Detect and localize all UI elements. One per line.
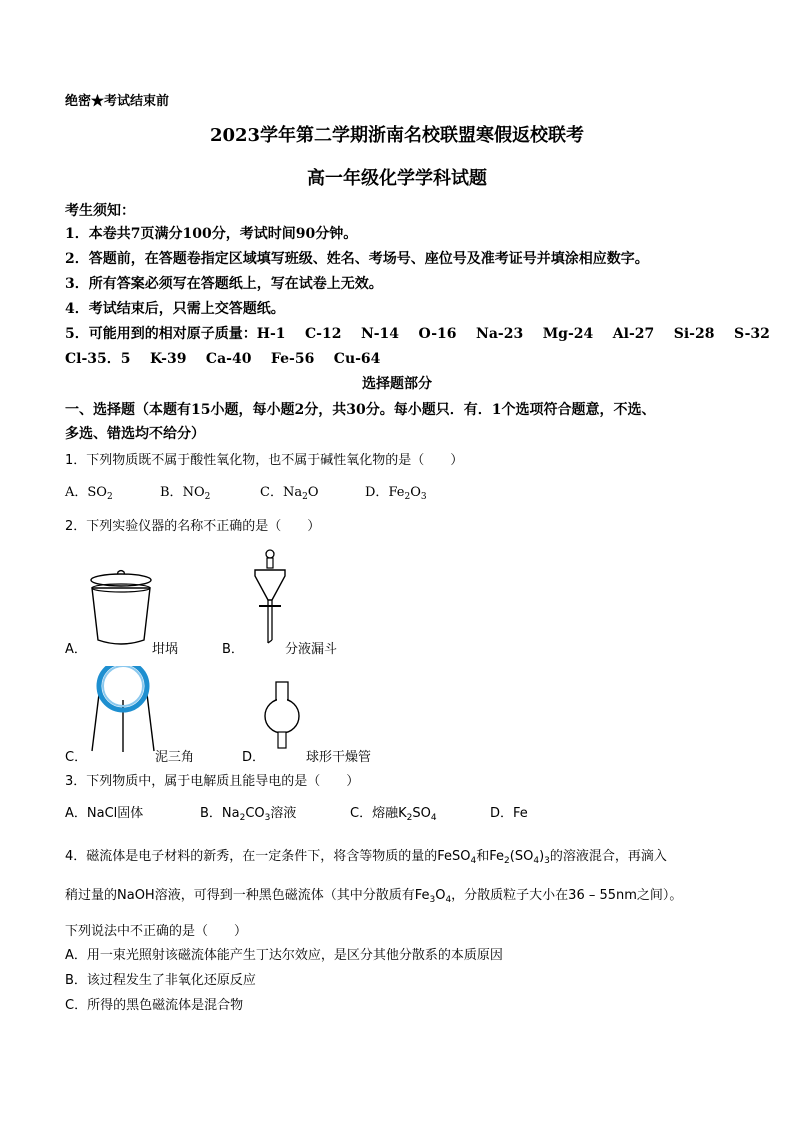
q1-stem: 1．下列物质既不属于酸性氧化物，也不属于碱性氧化物的是（ ）	[65, 453, 464, 468]
q4-stem: 4．磁流体是电子材料的新秀，在一定条件下，将含等物质的量的FeSO$_4$和$Fe_2(SO_4)_3$的溶液混合，再滴入	[65, 849, 667, 866]
notice-heading: 考生须知：	[65, 203, 135, 219]
q1-option-d: D．$Fe_2O_3$	[365, 485, 427, 502]
section-label: 选择题部分	[362, 376, 432, 392]
clay-triangle-figure	[88, 666, 158, 756]
q4-option-a: A．用一束光照射该磁流体能产生丁达尔效应，是区分其他分散系的本质原因	[65, 948, 503, 963]
q2-stem: 2．下列实验仪器的名称不正确的是（ ）	[65, 519, 321, 534]
q2-option-d-letter: D．	[242, 750, 266, 765]
q3-option-d: D．Fe	[490, 806, 528, 821]
notice-item: 4．考试结束后，只需上交答题纸。	[65, 301, 285, 317]
q1-option-a: A．$SO_2$	[65, 485, 113, 502]
drying-tube-figure	[258, 680, 308, 760]
q4-ask: 下列说法中不正确的是（ ）	[65, 924, 248, 939]
q3-option-c: C．熔融$K_2SO_4$	[350, 806, 437, 823]
q3-stem: 3．下列物质中，属于电解质且能导电的是（ ）	[65, 774, 360, 789]
q2-option-b-letter: B．	[222, 642, 244, 657]
q4-stem-line2: 稍过量的NaOH溶液，可得到一种黑色磁流体（其中分散质有$Fe_3O_4$，分散质粒子大小在36 – 55nm之间）。	[65, 888, 683, 905]
notice-item: 1．本卷共7页满分100分，考试时间90分钟。	[65, 226, 358, 242]
q2-option-b-name: 分液漏斗	[285, 642, 338, 657]
q2-option-a-letter: A．	[65, 642, 87, 657]
q2-option-c-name: 泥三角	[155, 750, 195, 765]
crucible-figure	[85, 568, 155, 653]
page-subtitle: 高一年级化学学科试题	[307, 168, 487, 189]
notice-item: 2．答题前，在答题卷指定区域填写班级、姓名、考场号、座位号及准考证号并填涂相应数字。	[65, 251, 649, 267]
q1-option-b: B．$NO_2$	[160, 485, 211, 502]
q2-option-d-name: 球形干燥管	[306, 750, 372, 765]
notice-item: 3．所有答案必须写在答题纸上，写在试卷上无效。	[65, 276, 383, 292]
q2-option-c-letter: C．	[65, 750, 88, 765]
notice-item: Cl-35．5 K-39 Ca-40 Fe-56 Cu-64	[65, 351, 381, 367]
q3-option-a: A．NaCl固体	[65, 806, 144, 821]
secret-label: 绝密★考试结束前	[65, 94, 170, 109]
q1-option-c: C．$Na_2O$	[260, 485, 319, 502]
q4-option-b: B．该过程发生了非氧化还原反应	[65, 973, 256, 988]
notice-item: 5．可能用到的相对原子质量：H-1 C-12 N-14 O-16 Na-23 Mg-24 Al-27 Si-28 S-32	[65, 326, 770, 342]
q3-option-b: B．$Na_2CO_3$溶液	[200, 806, 297, 823]
q2-option-a-name: 坩埚	[152, 642, 179, 657]
separatory-funnel-figure	[245, 548, 295, 648]
q4-option-c: C．所得的黑色磁流体是混合物	[65, 998, 244, 1013]
section-intro: 一、选择题（本题有15小题，每小题2分，共30分。每小题只．有．1个选项符合题意，不选、	[65, 402, 656, 418]
section-intro: 多选、错选均不给分）	[65, 426, 205, 442]
page-title: 2023学年第二学期浙南名校联盟寒假返校联考	[209, 125, 585, 146]
